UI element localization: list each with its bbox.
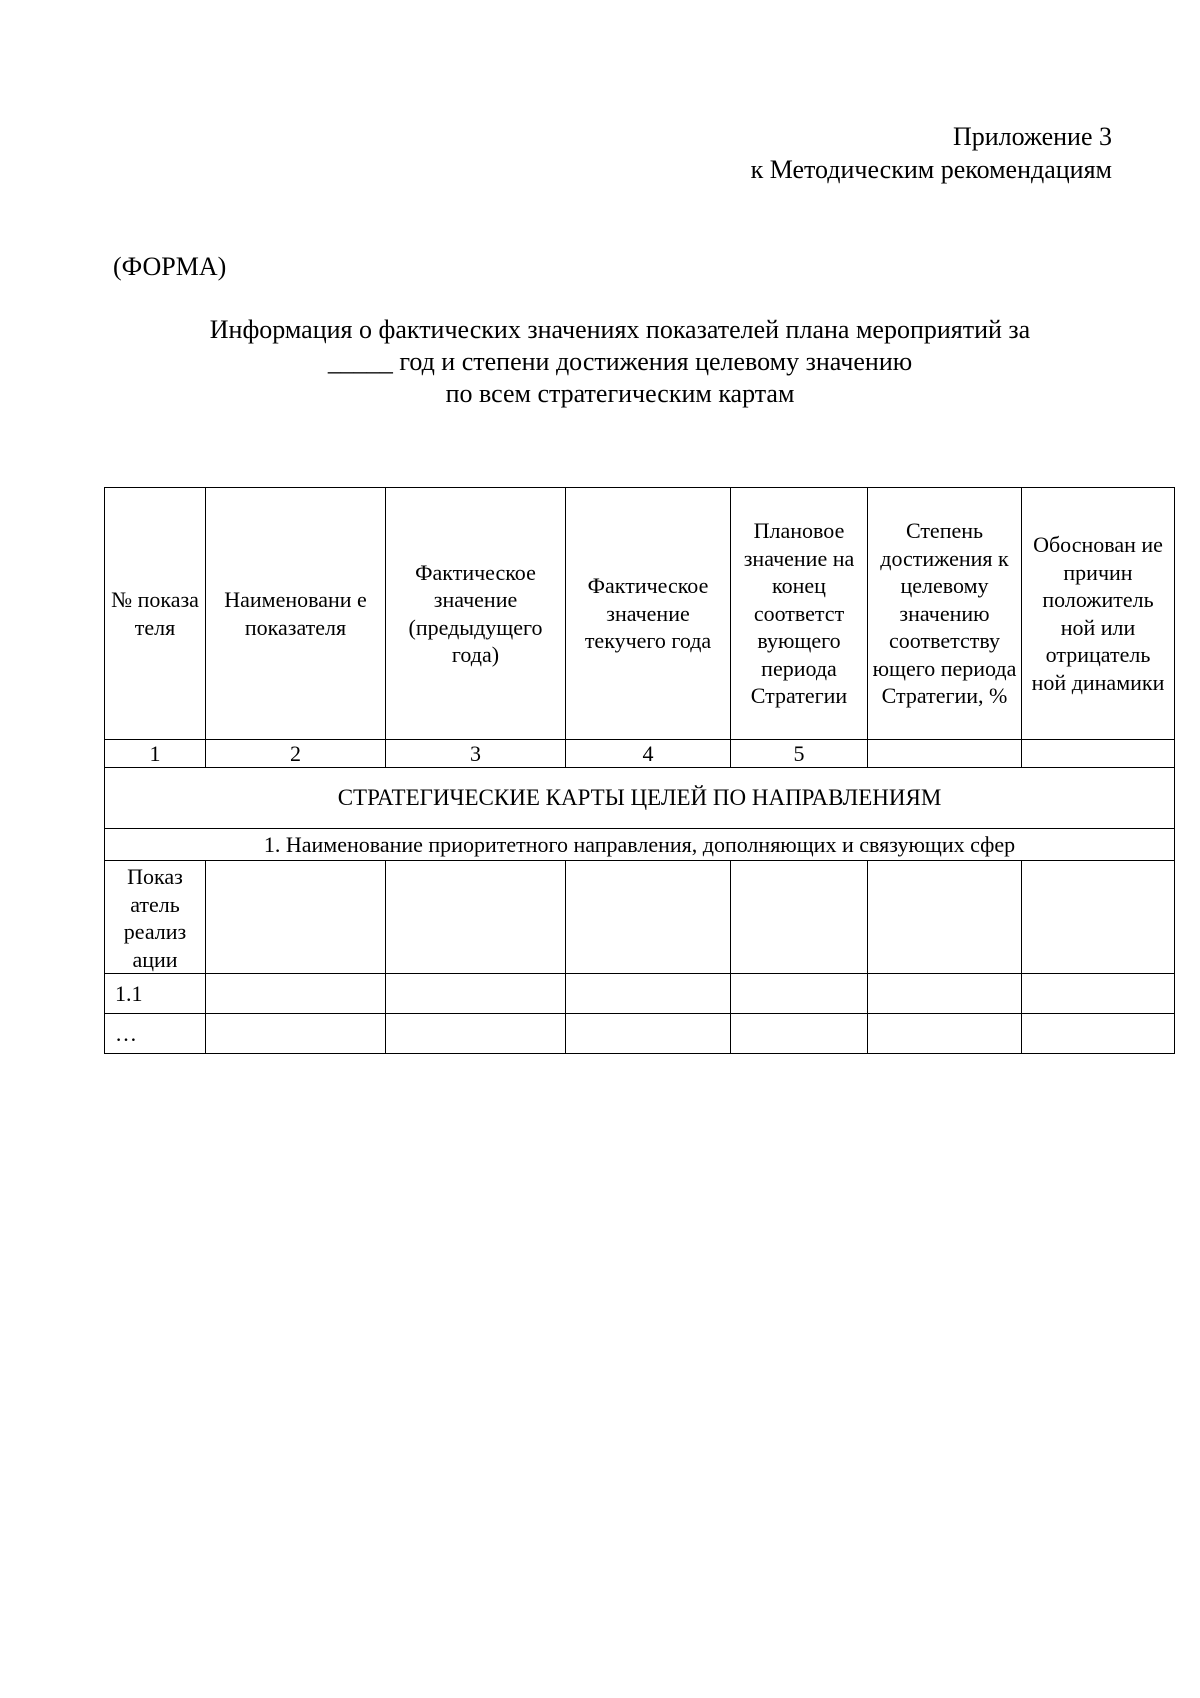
column-number-cell: 5 [731, 740, 868, 768]
empty-cell [566, 861, 731, 974]
empty-cell [566, 1014, 731, 1054]
column-number-cell: 4 [566, 740, 731, 768]
empty-cell [731, 1014, 868, 1054]
title-line-3: по всем стратегическим картам [445, 379, 795, 408]
indicator-label-cell: Показ атель реализ ации [105, 861, 206, 974]
column-number-cell [1022, 740, 1175, 768]
col-header-number: № показа теля [105, 488, 206, 740]
indicators-table [104, 487, 1175, 1054]
empty-cell [1022, 861, 1175, 974]
empty-cell [206, 861, 386, 974]
col-header-actual-previous: Фактическое значение (предыдущего года) [386, 488, 566, 740]
appendix-number: Приложение 3 [952, 122, 1112, 151]
empty-cell [386, 861, 566, 974]
form-label: (ФОРМА) [113, 252, 227, 281]
appendix-target: к Методическим рекомендациям [750, 155, 1112, 184]
empty-cell [868, 861, 1022, 974]
row-number-cell: 1.1 [105, 974, 206, 1014]
col-header-planned-value: Плановое значение на конец соответст вующего периода Стратегии [731, 488, 868, 740]
empty-cell [868, 1014, 1022, 1054]
empty-cell [731, 974, 868, 1014]
col-header-indicator-name: Наименовани е показателя [206, 488, 386, 740]
column-number-cell: 2 [206, 740, 386, 768]
empty-cell [206, 974, 386, 1014]
empty-cell [206, 1014, 386, 1054]
empty-cell [566, 974, 731, 1014]
empty-cell [1022, 974, 1175, 1014]
appendix-reference [751, 120, 1112, 186]
title-line-1: Информация о фактических значениях показателей плана мероприятий за [209, 315, 1031, 344]
col-header-actual-current: Фактическое значение текучего года [566, 488, 731, 740]
empty-cell [386, 974, 566, 1014]
column-number-row [105, 740, 1175, 768]
empty-cell [731, 861, 868, 974]
column-number-cell: 3 [386, 740, 566, 768]
table-row [105, 861, 1175, 974]
title-line-2: _____ год и степени достижения целевому значению [327, 347, 913, 376]
column-number-cell: 1 [105, 740, 206, 768]
empty-cell [1022, 1014, 1175, 1054]
subsection-title: 1. Наименование приоритетного направления, дополняющих и связующих сфер [105, 829, 1175, 861]
table-row [105, 1014, 1175, 1054]
col-header-achievement-degree: Степень достижения к целевому значению соответству ющего периода Стратегии, % [868, 488, 1022, 740]
section-row [105, 768, 1175, 829]
table-header-row [105, 488, 1175, 740]
empty-cell [386, 1014, 566, 1054]
col-header-justification: Обоснован ие причин положитель ной или отрицатель ной динамики [1022, 488, 1175, 740]
empty-cell [868, 974, 1022, 1014]
subsection-row [105, 829, 1175, 861]
document-title [150, 314, 1090, 410]
column-number-cell [868, 740, 1022, 768]
section-title: СТРАТЕГИЧЕСКИЕ КАРТЫ ЦЕЛЕЙ ПО НАПРАВЛЕНИЯМ [105, 768, 1175, 829]
table-row [105, 974, 1175, 1014]
row-ellipsis-cell: … [105, 1014, 206, 1054]
